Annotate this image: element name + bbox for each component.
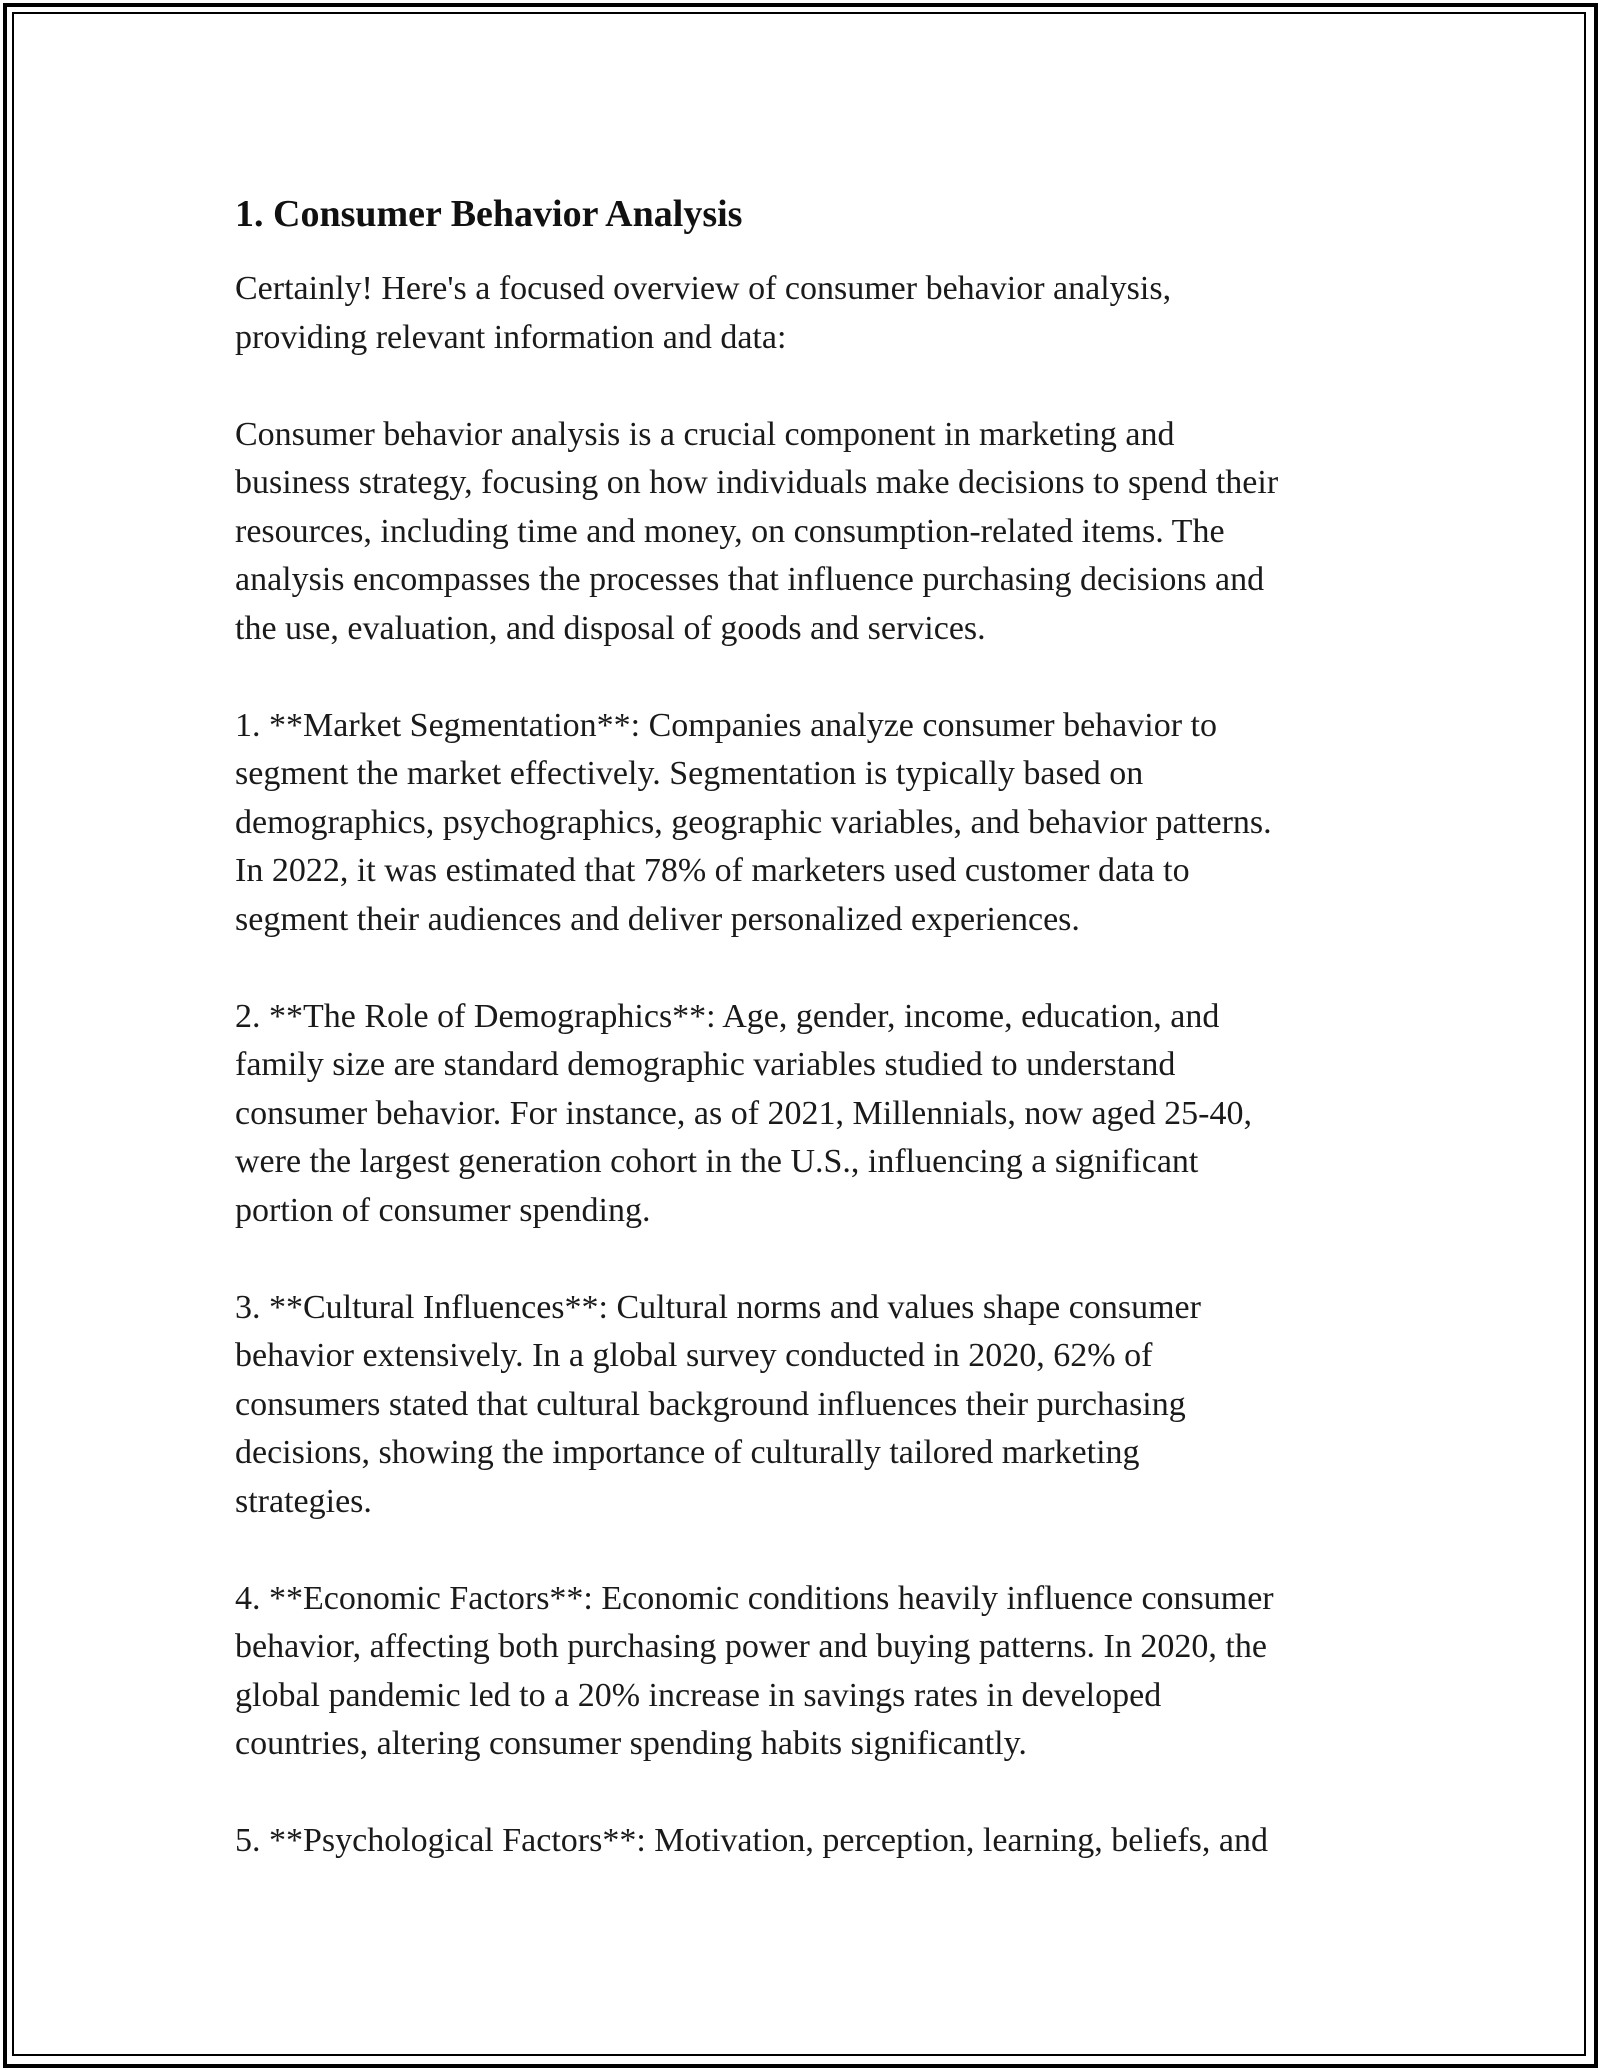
intro-paragraph: [235, 265, 1385, 362]
text-line: consumer behavior. For instance, as of 2021, Millennials, now aged 25-40,: [235, 1094, 1252, 1132]
economic-factors-paragraph: [235, 1575, 1385, 1769]
text-line: behavior extensively. In a global survey conducted in 2020, 62% of: [235, 1337, 1153, 1374]
psychological-factors-paragraph: [235, 1817, 1385, 1866]
text-line: global pandemic led to a 20% increase in savings rates in developed: [235, 1676, 1162, 1714]
overview-paragraph: [235, 411, 1385, 654]
text-line: the use, evaluation, and disposal of goods and services.: [235, 609, 986, 647]
text-line: In 2022, it was estimated that 78% of marketers used customer data to: [235, 852, 1190, 889]
text-line: Certainly! Here's a focused overview of consumer behavior analysis,: [235, 270, 1172, 307]
text-line: decisions, showing the importance of culturally tailored marketing: [235, 1434, 1140, 1471]
text-line: 5. **Psychological Factors**: Motivation, perception, learning, beliefs, and: [235, 1822, 1268, 1859]
text-line: 1. **Market Segmentation**: Companies analyze consumer behavior to: [235, 706, 1217, 744]
text-line: analysis encompasses the processes that influence purchasing decisions and: [235, 561, 1265, 598]
cultural-influences-paragraph: [235, 1284, 1385, 1527]
text-line: Consumer behavior analysis is a crucial component in marketing and: [235, 415, 1175, 453]
section-heading: 1. Consumer Behavior Analysis: [235, 193, 743, 235]
text-line: consumers stated that cultural background influences their purchasing: [235, 1385, 1186, 1423]
text-line: 2. **The Role of Demographics**: Age, gender, income, education, and: [235, 997, 1220, 1035]
text-line: 4. **Economic Factors**: Economic conditions heavily influence consumer: [235, 1579, 1274, 1617]
text-line: segment the market effectively. Segmentation is typically based on: [235, 755, 1144, 792]
document-body: [235, 185, 1385, 1914]
text-line: portion of consumer spending.: [235, 1191, 651, 1229]
text-line: resources, including time and money, on consumption-related items. The: [235, 512, 1225, 550]
demographics-paragraph: [235, 993, 1385, 1236]
text-line: providing relevant information and data:: [235, 318, 787, 356]
text-line: demographics, psychographics, geographic variables, and behavior patterns.: [235, 803, 1272, 841]
text-line: behavior, affecting both purchasing power and buying patterns. In 2020, the: [235, 1628, 1267, 1665]
text-line: strategies.: [235, 1482, 372, 1520]
text-line: countries, altering consumer spending habits significantly.: [235, 1725, 1027, 1762]
text-line: family size are standard demographic variables studied to understand: [235, 1046, 1176, 1083]
market-segmentation-paragraph: [235, 702, 1385, 945]
text-line: segment their audiences and deliver personalized experiences.: [235, 900, 1080, 938]
text-line: business strategy, focusing on how individuals make decisions to spend their: [235, 464, 1279, 501]
text-line: 3. **Cultural Influences**: Cultural norms and values shape consumer: [235, 1288, 1201, 1326]
text-line: were the largest generation cohort in the U.S., influencing a significant: [235, 1143, 1199, 1180]
